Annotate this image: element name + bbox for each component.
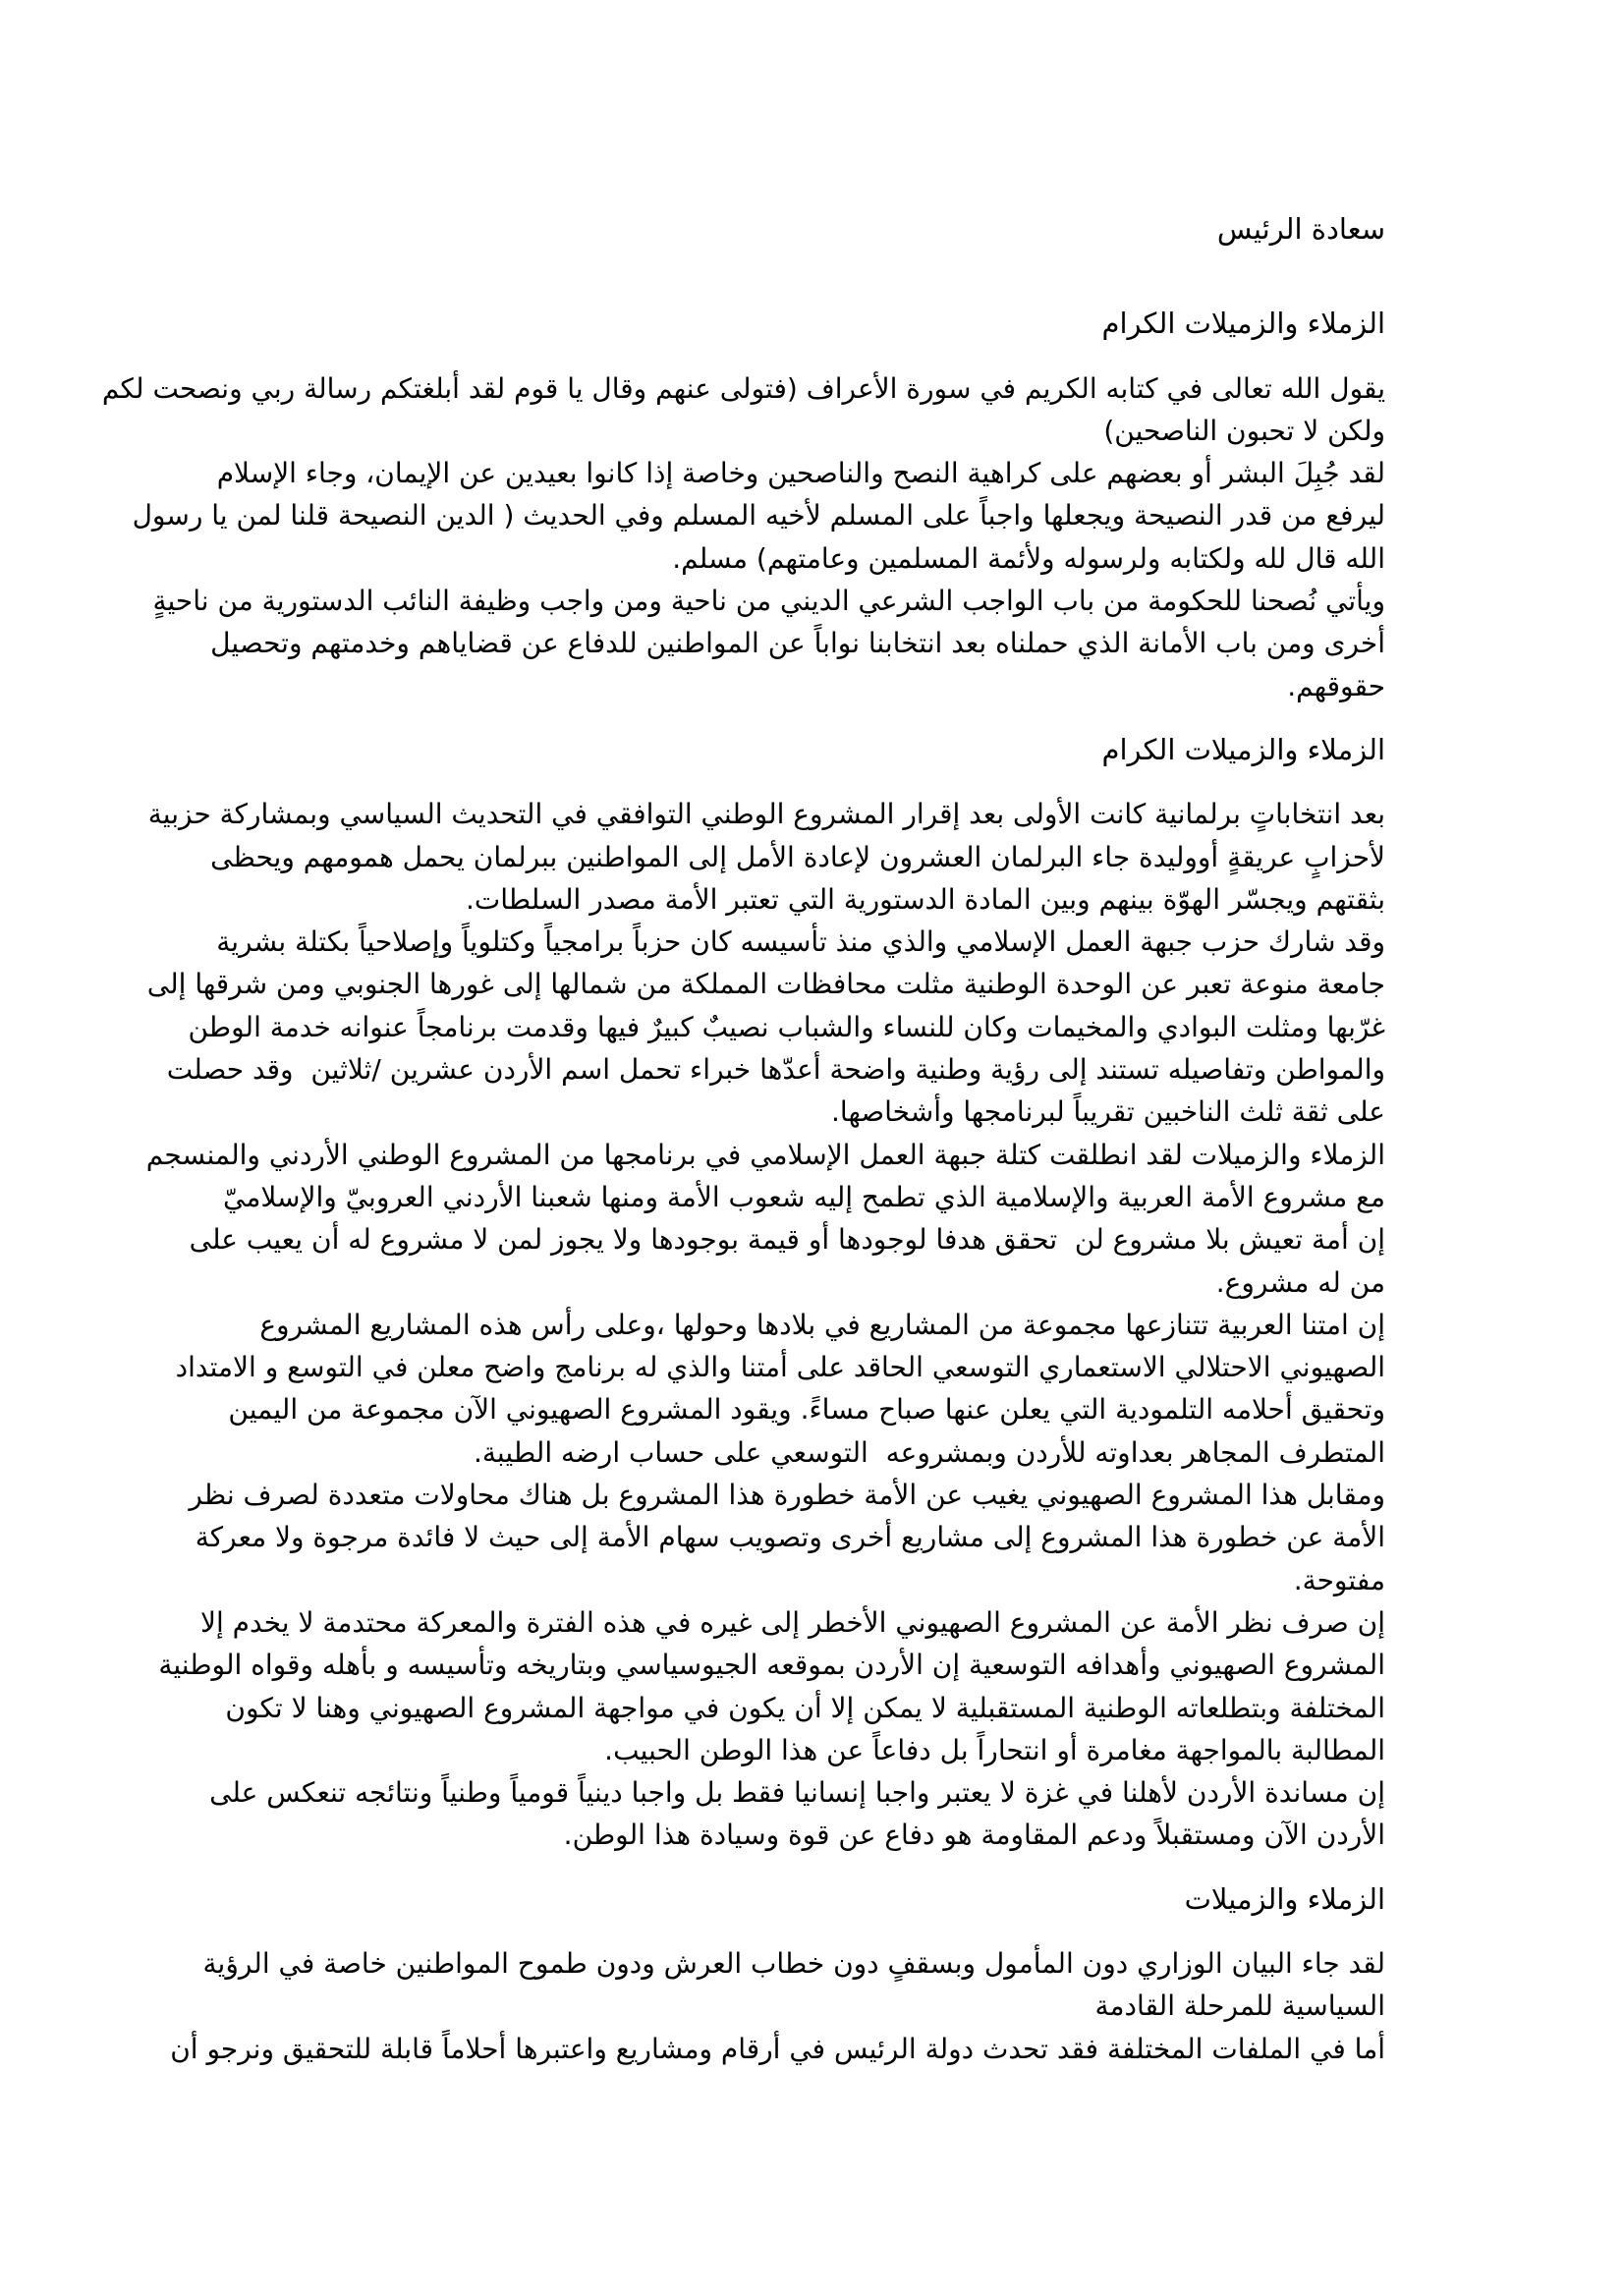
text-line: ولكن لا تحبون الناصحين): [1103, 414, 1385, 447]
text-line: على ثقة ثلث الناخبين تقريباً لبرنامجها وأشخاصها.: [831, 1095, 1385, 1129]
text-line: لأحزابٍ عريقةٍ أووليدة جاء البرلمان العشرون لإعادة الأمل إلى المواطنين ببرلمان يحمل همومهم ويحظى: [210, 840, 1385, 873]
text-line: المطالبة بالمواجهة مغامرة أو انتحاراً بل دفاعاً عن هذا الوطن الحبيب.: [604, 1733, 1385, 1766]
text-line: لقد جاء البيان الوزاري دون المأمول وبسقفٍ دون خطاب العرش ودون طموح المواطنين خاصة في الرؤية: [202, 1946, 1385, 1980]
text-line: الأمة عن خطورة هذا المشروع إلى مشاريع أخرى وتصويب سهام الأمة إلى حيث لا فائدة مرجوة ولا معركة: [195, 1521, 1385, 1554]
paragraph: [0, 1771, 1385, 1857]
text-line: والمواطن وتفاصيله تستند إلى رؤية وطنية واضحة أعدّها خبراء تحمل اسم الأردن عشرين /ثلاثين وقد حصلت: [166, 1053, 1385, 1087]
text-line: سعادة الرئيس: [1216, 212, 1385, 246]
paragraph: [0, 1474, 1385, 1601]
text-line: المختلفة وبتطلعاته الوطنية المستقبلية لا يمكن إلا أن يكون في مواجهة المشروع الصهيوني وهنا لا تكون: [225, 1691, 1385, 1724]
text-line: مفتوحة.: [1293, 1563, 1385, 1596]
text-line: إن امتنا العربية تتنازعها مجموعة من المشاريع في بلادها وحولها ،وعلى رأس هذه المشاريع المشروع: [259, 1308, 1385, 1341]
text-line: المتطرف المجاهر بعداوته للأردن وبمشروعه التوسعي على حساب ارضه الطيبة.: [474, 1435, 1385, 1469]
text-line: إن صرف نظر الأمة عن المشروع الصهيوني الأخطر إلى غيره في هذه الفترة والمعركة محتدمة لا يخدم إلا: [200, 1605, 1385, 1639]
text-line: أخرى ومن باب الأمانة الذي حملناه بعد انتخابنا نواباً عن المواطنين للدفاع عن قضاياهم وخدمتهم وتحصيل: [210, 627, 1385, 660]
text-line: الله قال لله ولكتابه ولرسوله ولأئمة المسلمين وعامتهم) مسلم.: [672, 541, 1385, 575]
text-line: الزملاء والزميلات: [1184, 1881, 1385, 1916]
text-line: الأردن الآن ومستقبلاً ودعم المقاومة هو دفاع عن قوة وسيادة هذا الوطن.: [563, 1819, 1385, 1852]
text-line: إن مساندة الأردن لأهلنا في غزة لا يعتبر واجبا إنسانيا فقط بل واجبا دينياً قومياً وطنياً ونتائجه تنعكس على: [209, 1776, 1385, 1810]
text-line: من له مشروع.: [1215, 1265, 1385, 1299]
text-line: وتحقيق أحلامه التلمودية التي يعلن عنها صباح مساءً. ويقود المشروع الصهيوني الآن مجموعة من اليمين: [228, 1393, 1385, 1427]
text-line: إن أمة تعيش بلا مشروع لن تحقق هدفا لوجودها أو قيمة بوجودها ولا يجوز لمن لا مشروع له أن يعيب على: [189, 1223, 1385, 1257]
text-line: ويأتي نُصحنا للحكومة من باب الواجب الشرعي الديني من ناحية ومن واجب وظيفة النائب الدستورية من ناحيةٍ: [152, 585, 1385, 618]
paragraph: [0, 1134, 1385, 1304]
paragraph: [0, 580, 1385, 707]
text-line: ومقابل هذا المشروع الصهيوني يغيب عن الأمة خطورة هذا المشروع بل هناك محاولات متعددة لصرف نظر: [189, 1479, 1385, 1512]
document-title: [0, 208, 1385, 251]
text-line: غرّبها ومثلت البوادي والمخيمات وكان للنساء والشباب نصيبٌ كبيرٌ فيها وقدمت برنامجاً عنوانه خدمة الوطن: [188, 1010, 1385, 1043]
paragraph: [0, 1942, 1385, 2028]
text-line: بعد انتخاباتٍ برلمانية كانت الأولى بعد إقرار المشروع الوطني التوافقي في التحديث السياسي وبمشاركة حزبية: [147, 798, 1385, 831]
text-line: مع مشروع الأمة العربية والإسلامية الذي تطمح إليه شعوب الأمة ومنها شعبنا الأردني العروبيّ والإسلاميّ: [223, 1180, 1385, 1213]
text-line: حقوقهم.: [1287, 669, 1385, 702]
section-heading: [0, 303, 1385, 345]
paragraph: [0, 367, 1385, 453]
text-line: يقول الله تعالى في كتابه الكريم في سورة الأعراف (فتولى عنهم وقال يا قوم لقد أبلغتكم رسالة ربي ونصحت لكم: [101, 371, 1385, 405]
section-heading: [0, 1878, 1385, 1921]
paragraph: [0, 1304, 1385, 1474]
text-line: وقد شارك حزب جبهة العمل الإسلامي والذي منذ تأسيسه كان حزباً برامجياً وكتلوياً وإصلاحياً بكتلة بشرية: [216, 925, 1385, 959]
text-line: المشروع الصهيوني وأهدافه التوسعية إن الأردن بموقعه الجيوسياسي وبتاريخه وتأسيسه و بأهله وقواه الوطنية: [158, 1649, 1385, 1682]
section-heading: [0, 729, 1385, 771]
paragraph: [0, 2028, 1385, 2070]
text-line: لقد جُبِلَ البشر أو بعضهم على كراهية النصح والناصحين وخاصة إذا كانوا بعيدين عن الإيمان، وجاء الإسلام: [216, 457, 1385, 490]
paragraph: [0, 921, 1385, 1133]
text-line: الزملاء والزميلات الكرام: [1101, 732, 1385, 766]
text-line: الصهيوني الاحتلالي الاستعماري التوسعي الحاقد على أمتنا والذي له برنامج واضح معلن في التوسع و الامتداد: [175, 1351, 1385, 1384]
text-line: ليرفع من قدر النصيحة ويجعلها واجباً على المسلم لأخيه المسلم وفي الحديث ( الدين النصيحة قلنا لمن يا رسول: [132, 499, 1385, 532]
paragraph: [0, 1601, 1385, 1771]
text-line: بثقتهم ويجسّر الهوّة بينهم وبين المادة الدستورية التي تعتبر الأمة مصدر السلطات.: [466, 882, 1385, 916]
text-line: أما في الملفات المختلفة فقد تحدث دولة الرئيس في أرقام ومشاريع واعتبرها أحلاماً قابلة للتحقيق ونرجو أن: [170, 2032, 1385, 2065]
text-line: السياسية للمرحلة القادمة: [1094, 1989, 1385, 2023]
text-line: الزملاء والزميلات الكرام: [1101, 307, 1385, 341]
text-line: الزملاء والزميلات لقد انطلقت كتلة جبهة العمل الإسلامي في برنامجها من المشروع الوطني الأردني والمنسجم: [145, 1138, 1385, 1171]
paragraph: [0, 793, 1385, 921]
paragraph: [0, 452, 1385, 580]
text-line: جامعة منوعة تعبر عن الوحدة الوطنية مثلت محافظات المملكة من شمالها إلى غورها الجنوبي ومن شرقها إلى: [146, 968, 1385, 1001]
